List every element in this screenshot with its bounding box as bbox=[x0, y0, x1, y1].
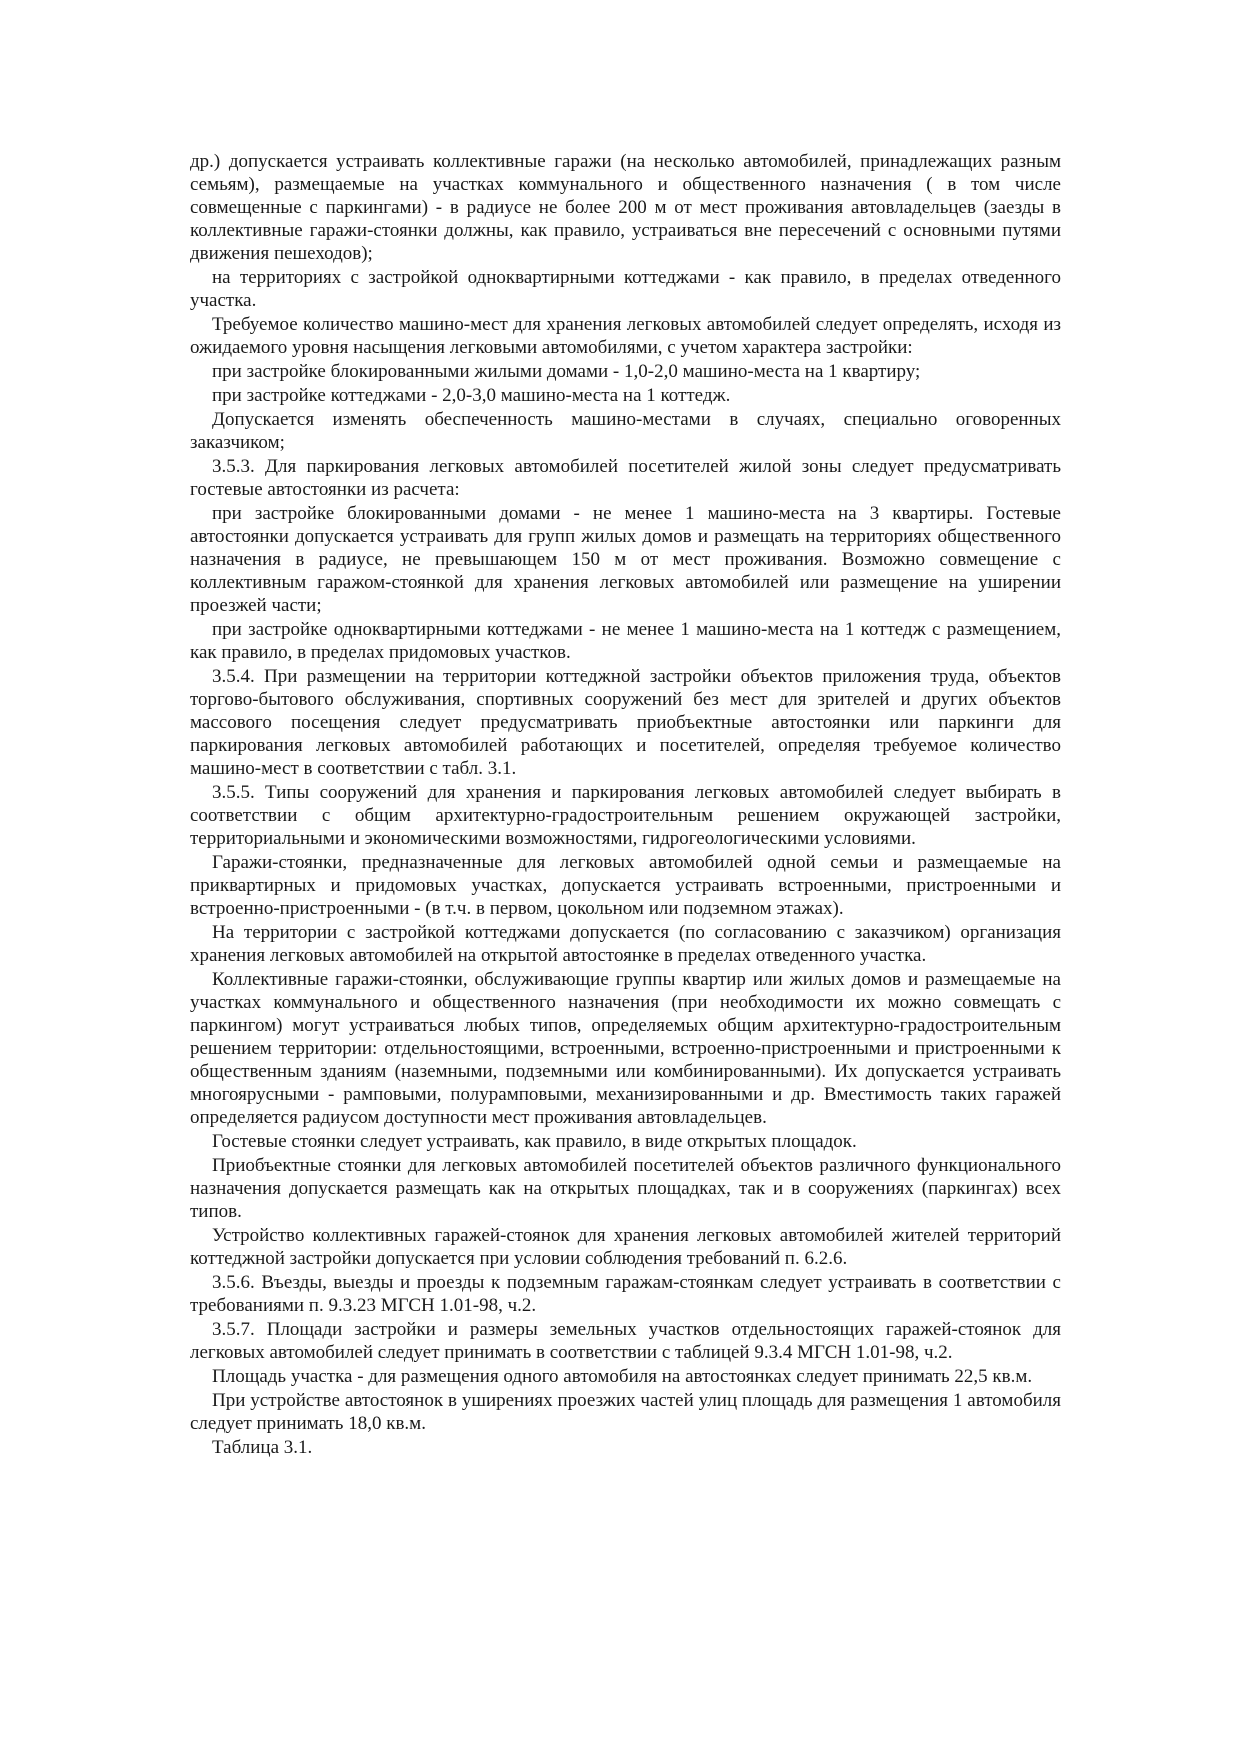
table-caption: Таблица 3.1. bbox=[212, 1437, 313, 1458]
paragraph: при застройке одноквартирными коттеджами - не менее 1 машино-места на 1 коттедж с размещением, как правило, в пределах придомовых участков. bbox=[190, 619, 1061, 663]
paragraph: при застройке коттеджами - 2,0-3,0 машино-места на 1 коттедж. bbox=[212, 385, 731, 406]
paragraph: Устройство коллективных гаражей-стоянок для хранения легковых автомобилей жителей территорий коттеджной застройки допускается при условии соблюдения требований п. 6.2.6. bbox=[190, 1225, 1061, 1269]
paragraph: при застройке блокированными домами - не менее 1 машино-места на 3 квартиры. Гостевые автостоянки допускается устраивать для групп жилых домов и размещать на территориях общественного назначения в радиусе, не превышающем 150 м от мест проживания. Возможно совмещение с коллективным гаражом-стоянкой для хранения легковых автомобилей или размещение на уширении проезжей части; bbox=[190, 503, 1061, 616]
paragraph: 3.5.7. Площади застройки и размеры земельных участков отдельностоящих гаражей-стоянок для легковых автомобилей следует принимать в соответствии с таблицей 9.3.4 МГСН 1.01-98, ч.2. bbox=[190, 1319, 1061, 1363]
paragraph: при застройке блокированными жилыми домами - 1,0-2,0 машино-места на 1 квартиру; bbox=[212, 361, 921, 382]
paragraph: На территории с застройкой коттеджами допускается (по согласованию с заказчиком) организация хранения легковых автомобилей на открытой автостоянке в пределах отведенного участка. bbox=[190, 922, 1061, 966]
paragraph: 3.5.4. При размещении на территории коттеджной застройки объектов приложения труда, объектов торгово-бытового обслуживания, спортивных сооружений без мест для зрителей и других объектов массового посещения следует предусматривать приобъектные автостоянки или паркинги для паркирования легковых автомобилей работающих и посетителей, определяя требуемое количество машино-мест в соответствии с табл. 3.1. bbox=[190, 666, 1061, 779]
paragraph: 3.5.5. Типы сооружений для хранения и паркирования легковых автомобилей следует выбирать в соответствии с общим архитектурно-градостроительным решением окружающей застройки, территориальными и экономическими возможностями, гидрогеологическими условиями. bbox=[190, 782, 1061, 849]
document-page bbox=[190, 150, 1061, 1460]
paragraph: на территориях с застройкой одноквартирными коттеджами - как правило, в пределах отведенного участка. bbox=[190, 267, 1061, 311]
paragraph: Приобъектные стоянки для легковых автомобилей посетителей объектов различного функционального назначения допускается размещать как на открытых площадках, так и в сооружениях (паркингах) всех типов. bbox=[190, 1155, 1061, 1222]
paragraph: Гостевые стоянки следует устраивать, как правило, в виде открытых площадок. bbox=[212, 1131, 857, 1152]
paragraph: др.) допускается устраивать коллективные гаражи (на несколько автомобилей, принадлежащих разным семьям), размещаемые на участках коммунального и общественного назначения ( в том числе совмещенные с паркингами) - в радиусе не более 200 м от мест проживания автовладельцев (заезды в коллективные гаражи-стоянки должны, как правило, устраиваться вне пересечений с основными путями движения пешеходов); bbox=[190, 151, 1061, 264]
paragraph: Допускается изменять обеспеченность машино-местами в случаях, специально оговоренных заказчиком; bbox=[190, 409, 1061, 453]
paragraph: Гаражи-стоянки, предназначенные для легковых автомобилей одной семьи и размещаемые на приквартирных и придомовых участках, допускается устраивать встроенными, пристроенными и встроенно-пристроенными - (в т.ч. в первом, цокольном или подземном этажах). bbox=[190, 852, 1061, 919]
paragraph: 3.5.3. Для паркирования легковых автомобилей посетителей жилой зоны следует предусматривать гостевые автостоянки из расчета: bbox=[190, 456, 1061, 500]
paragraph: При устройстве автостоянок в уширениях проезжих частей улиц площадь для размещения 1 автомобиля следует принимать 18,0 кв.м. bbox=[190, 1390, 1061, 1434]
paragraph: Коллективные гаражи-стоянки, обслуживающие группы квартир или жилых домов и размещаемые на участках коммунального и общественного назначения (при необходимости их можно совмещать с паркингом) могут устраиваться любых типов, определяемых общим архитектурно-градостроительным решением территории: отдельностоящими, встроенными, встроенно-пристроенными и пристроенными к общественным зданиям (наземными, подземными или комбинированными). Их допускается устраивать многоярусными - рамповыми, полурамповыми, механизированными и др. Вместимость таких гаражей определяется радиусом доступности мест проживания автовладельцев. bbox=[190, 969, 1061, 1128]
paragraph: Площадь участка - для размещения одного автомобиля на автостоянках следует принимать 22,5 кв.м. bbox=[212, 1366, 1033, 1387]
paragraph: 3.5.6. Въезды, выезды и проезды к подземным гаражам-стоянкам следует устраивать в соответствии с требованиями п. 9.3.23 МГСН 1.01-98, ч.2. bbox=[190, 1272, 1061, 1316]
paragraph: Требуемое количество машино-мест для хранения легковых автомобилей следует определять, исходя из ожидаемого уровня насыщения легковыми автомобилями, с учетом характера застройки: bbox=[190, 314, 1061, 358]
